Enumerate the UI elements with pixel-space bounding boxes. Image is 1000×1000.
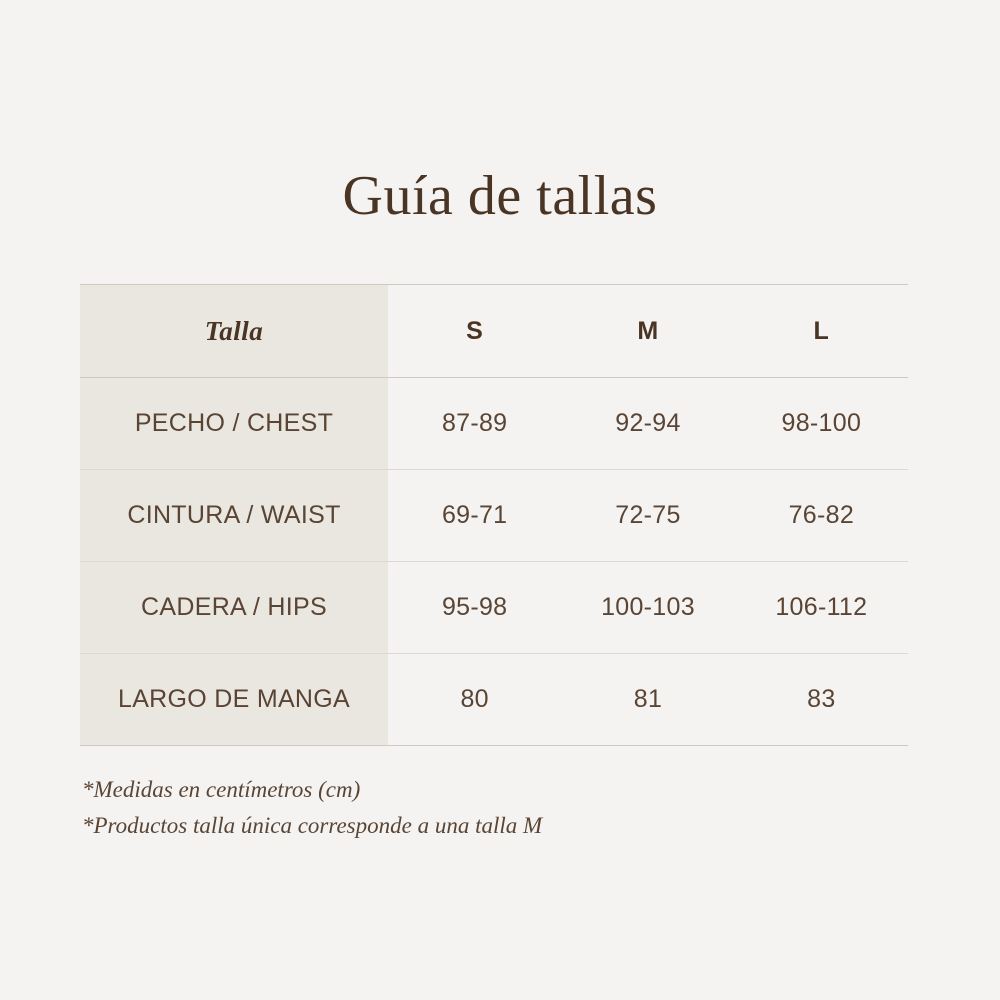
cell-hips-l: 106-112 <box>735 562 908 654</box>
column-header-m: M <box>561 285 734 378</box>
table-header <box>80 285 908 378</box>
row-label-sleeve-length: LARGO DE MANGA <box>80 654 388 746</box>
column-header-s: S <box>388 285 561 378</box>
table-row <box>80 654 908 746</box>
cell-sleeve-s: 80 <box>388 654 561 746</box>
cell-hips-m: 100-103 <box>561 562 734 654</box>
row-label-waist: CINTURA / WAIST <box>80 470 388 562</box>
table-header-row <box>80 285 908 378</box>
table-body <box>80 378 908 746</box>
size-table <box>80 284 908 746</box>
row-label-hips: CADERA / HIPS <box>80 562 388 654</box>
table-row <box>80 378 908 470</box>
footnote-one-size: *Productos talla única corresponde a una talla M <box>82 812 543 838</box>
cell-waist-m: 72-75 <box>561 470 734 562</box>
cell-sleeve-m: 81 <box>561 654 734 746</box>
cell-chest-s: 87-89 <box>388 378 561 470</box>
cell-sleeve-l: 83 <box>735 654 908 746</box>
column-header-talla: Talla <box>80 285 388 378</box>
table-row <box>80 470 908 562</box>
footnote-units: *Medidas en centímetros (cm) <box>82 777 361 802</box>
row-label-chest: PECHO / CHEST <box>80 378 388 470</box>
cell-hips-s: 95-98 <box>388 562 561 654</box>
column-header-l: L <box>735 285 908 378</box>
cell-chest-l: 98-100 <box>735 378 908 470</box>
cell-chest-m: 92-94 <box>561 378 734 470</box>
cell-waist-l: 76-82 <box>735 470 908 562</box>
table-row <box>80 562 908 654</box>
size-table-container <box>80 284 908 746</box>
page-title: Guía de tallas <box>342 165 658 227</box>
footnotes <box>82 772 542 843</box>
cell-waist-s: 69-71 <box>388 470 561 562</box>
